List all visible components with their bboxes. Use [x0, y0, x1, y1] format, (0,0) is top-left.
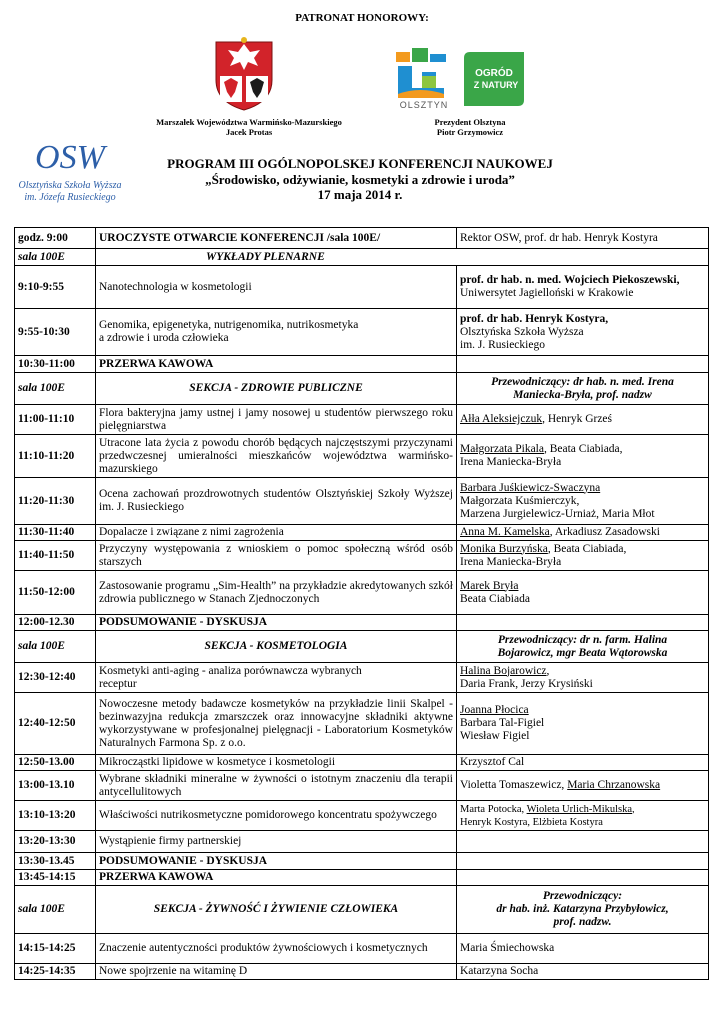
- speaker-cell: [457, 541, 709, 571]
- speaker-cell: [457, 266, 709, 309]
- table-row: [15, 831, 709, 853]
- table-row: [15, 478, 709, 525]
- table-row: [15, 525, 709, 541]
- talk-title-line: receptur: [99, 677, 137, 690]
- presenting-author: Maria Chrzanowska: [567, 779, 661, 791]
- co-authors: Henryk Kostyra, Elżbieta Kostyra: [460, 816, 603, 828]
- table-row: [15, 615, 709, 631]
- talk-title: Ocena zachowań prozdrowotnych studentów Olsztyńskiej Szkoły Wyższej im. J. Rusieckiego: [96, 478, 457, 525]
- speaker-cell: [457, 801, 709, 831]
- speaker-name: prof. dr hab. n. med. Wojciech Piekoszewski,: [460, 274, 680, 286]
- patron-mayor-title: Prezydent Olsztyna: [434, 117, 506, 127]
- talk-title-line: Genomika, epigenetyka, nutrigenomika, nutrikosmetyka: [99, 319, 359, 331]
- chair-line: Bojarowicz, mgr Beata Wątorowska: [497, 646, 668, 659]
- talk-title: Nanotechnologia w kosmetologii: [96, 266, 457, 309]
- speaker-cell: [457, 771, 709, 801]
- presenting-author: Anna M. Kamelska: [460, 526, 550, 538]
- patron-marshal: [118, 117, 380, 137]
- speaker-cell: [457, 405, 709, 435]
- voivodeship-coat-of-arms-icon: [210, 36, 278, 112]
- presenting-author: Małgorzata Pikala: [460, 443, 544, 455]
- talk-title: Utracone lata życia z powodu chorób będących najczęstszymi przyczynami przedwczesnej umieralności mieszkańców województwa warmińsko-mazurskiego: [96, 435, 457, 478]
- empty-cell: [457, 853, 709, 870]
- talk-title: Wystąpienie firmy partnerskiej: [96, 831, 457, 853]
- chair-line: Przewodniczący: dr hab. n. med. Irena: [491, 375, 674, 388]
- presenting-author: Ałła Aleksiejczuk: [460, 413, 543, 425]
- chair-line: dr hab. inż. Katarzyna Przybyłowicz,: [496, 903, 669, 915]
- speaker-cell: [457, 571, 709, 615]
- table-row: [15, 309, 709, 356]
- talk-title: Dopalacze i związane z nimi zagrożenia: [96, 525, 457, 541]
- table-row: [15, 870, 709, 886]
- patron-marshal-title: Marszałek Województwa Warmińsko-Mazurskiego: [156, 117, 342, 127]
- table-row: [15, 266, 709, 309]
- presenting-author: Joanna Płocica: [460, 704, 529, 716]
- co-authors: Marta Potocka,: [460, 803, 527, 815]
- table-row: [15, 405, 709, 435]
- ogrod-z-natury-logo-icon: [462, 50, 526, 108]
- session-title: UROCZYSTE OTWARCIE KONFERENCJI /sala 100E/: [96, 228, 457, 249]
- presenting-author: Barbara Juśkiewicz-Swaczyna: [460, 481, 601, 494]
- speaker-cell: Rektor OSW, prof. dr hab. Henryk Kostyra: [457, 228, 709, 249]
- speaker-cell: [457, 693, 709, 755]
- patron-marshal-name: Jacek Protas: [225, 127, 273, 137]
- olsztyn-city-logo-icon: [394, 44, 454, 110]
- talk-title: Mikrocząstki lipidowe w kosmetyce i kosmetologii: [96, 755, 457, 771]
- empty-cell: [457, 870, 709, 886]
- natury-logo-line2: Z NATURY: [473, 80, 519, 90]
- co-authors: Violetta Tomaszewicz,: [460, 779, 568, 791]
- time-cell: 14:25-14:35: [15, 964, 96, 980]
- natury-logo-line1: OGRÓD: [475, 68, 513, 79]
- co-authors: , Beata Ciabiada,: [547, 542, 627, 555]
- co-authors: Daria Frank, Jerzy Krysiński: [460, 677, 593, 690]
- time-cell: 11:10-11:20: [15, 435, 96, 478]
- co-authors: Barbara Tal-Figiel: [460, 717, 545, 729]
- presenting-author: Halina Bojarowicz: [460, 664, 547, 677]
- co-authors: Małgorzata Kuśmierczyk,: [460, 494, 580, 507]
- program-heading: [110, 156, 610, 203]
- venue-cell: sala 100E: [15, 886, 96, 934]
- osw-logo-mark: OSW: [35, 139, 105, 176]
- time-cell: 9:10-9:55: [15, 266, 96, 309]
- time-cell: 12:30-12:40: [15, 663, 96, 693]
- chair-line: Przewodniczący:: [542, 890, 623, 902]
- speaker-cell: [457, 663, 709, 693]
- section-title: SEKCJA - KOSMETOLOGIA: [96, 631, 457, 663]
- time-cell: 12:50-13.00: [15, 755, 96, 771]
- speaker-cell: [457, 309, 709, 356]
- empty-cell: [457, 615, 709, 631]
- chair-cell: [457, 631, 709, 663]
- table-row: [15, 801, 709, 831]
- conference-date: 17 maja 2014 r.: [317, 187, 403, 202]
- speaker-name: prof. dr hab. Henryk Kostyra,: [460, 312, 609, 325]
- talk-title-line: a zdrowie i uroda człowieka: [99, 332, 229, 344]
- section-title: SEKCJA - ŻYWNOŚĆ I ŻYWIENIE CZŁOWIEKA: [96, 886, 457, 934]
- break-title: PRZERWA KAWOWA: [96, 356, 457, 373]
- speaker-cell: [457, 435, 709, 478]
- talk-title: Nowoczesne metody badawcze kosmetyków na przykładzie linii Skalpel - bezinwazyjna redukcja zmarszczek oraz innowacyjne składniki aktywne wykorzystywane w profesjonalnej pielęgnacji - Laboratorium Kosmetyków Naturalnych Farmona Sp. z o.o.: [96, 693, 457, 755]
- table-row: [15, 541, 709, 571]
- table-row: [15, 373, 709, 405]
- venue-cell: sala 100E: [15, 373, 96, 405]
- co-authors: ,: [546, 664, 550, 677]
- time-cell: 13:30-13.45: [15, 853, 96, 870]
- program-title: PROGRAM III OGÓLNOPOLSKEJ KONFERENCJI NAUKOWEJ: [167, 156, 553, 171]
- speaker-cell: [457, 525, 709, 541]
- table-row: [15, 571, 709, 615]
- talk-title: Flora bakteryjna jamy ustnej i jamy nosowej u studentów pierwszego roku pielęgniarstwa: [96, 405, 457, 435]
- section-title: SEKCJA - ZDROWIE PUBLICZNE: [96, 373, 457, 405]
- talk-title: Nowe spojrzenie na witaminę D: [96, 964, 457, 980]
- program-table: [14, 227, 709, 980]
- talk-title: Znaczenie autentyczności produktów żywnościowych i kosmetycznych: [96, 934, 457, 964]
- section-title: WYKŁADY PLENARNE: [96, 249, 709, 266]
- table-row: [15, 693, 709, 755]
- talk-title: Wybrane składniki mineralne w żywności o istotnym znaczeniu dla terapii antycellulitowych: [96, 771, 457, 801]
- table-row: [15, 934, 709, 964]
- time-cell: 11:50-12:00: [15, 571, 96, 615]
- co-authors: Beata Ciabiada: [460, 592, 530, 605]
- venue-cell: sala 100E: [15, 631, 96, 663]
- co-authors: Marzena Jurgielewicz-Urniaż, Maria Młot: [460, 507, 655, 520]
- break-title: PRZERWA KAWOWA: [96, 870, 457, 886]
- patron-mayor: [400, 117, 540, 137]
- speaker-affiliation: Uniwersytet Jagielloński w Krakowie: [460, 287, 634, 299]
- chair-line: Przewodniczący: dr n. farm. Halina: [497, 633, 668, 646]
- empty-cell: [457, 831, 709, 853]
- co-authors: Irena Maniecka-Bryła: [460, 456, 562, 468]
- time-cell: 10:30-11:00: [15, 356, 96, 373]
- table-row: [15, 663, 709, 693]
- speaker-affiliation: Olsztyńska Szkoła Wyższa: [460, 325, 584, 338]
- co-authors: , Arkadiusz Zasadowski: [549, 526, 660, 538]
- time-cell: 9:55-10:30: [15, 309, 96, 356]
- chair-cell: [457, 373, 709, 405]
- conference-theme: „Środowisko, odżywianie, kosmetyki a zdrowie i uroda”: [205, 171, 515, 187]
- time-cell: 13:45-14:15: [15, 870, 96, 886]
- time-cell: 11:30-11:40: [15, 525, 96, 541]
- table-row: [15, 964, 709, 980]
- talk-title: [96, 663, 457, 693]
- table-row: [15, 755, 709, 771]
- osw-logo-line2: im. Józefa Rusieckiego: [24, 192, 116, 203]
- co-authors: , Henryk Grześ: [542, 413, 613, 425]
- osw-university-logo-icon: [18, 134, 122, 214]
- table-row: [15, 435, 709, 478]
- time-cell: 13:20-13:30: [15, 831, 96, 853]
- speaker-affiliation: im. J. Rusieckiego: [460, 338, 545, 351]
- talk-title: Zastosowanie programu „Sim-Health” na przykładzie akredytowanych szkół zdrowia publicznego w Stanach Zjednoczonych: [96, 571, 457, 615]
- co-authors: Wiesław Figiel: [460, 730, 530, 742]
- time-cell: 12:00-12.30: [15, 615, 96, 631]
- time-cell: 11:40-11:50: [15, 541, 96, 571]
- time-cell: 11:20-11:30: [15, 478, 96, 525]
- speaker-cell: Krzysztof Cal: [457, 755, 709, 771]
- chair-line: Maniecka-Bryła, prof. nadzw: [513, 388, 652, 401]
- table-row: [15, 249, 709, 266]
- osw-logo-line1: Olsztyńska Szkoła Wyższa: [18, 180, 122, 191]
- chair-cell: [457, 886, 709, 934]
- talk-title: Właściwości nutrikosmetyczne pomidorowego koncentratu spożywczego: [96, 801, 457, 831]
- empty-cell: [457, 356, 709, 373]
- talk-title-line: Kosmetyki anti-aging - analiza porównawcza wybranych: [99, 664, 362, 677]
- presenting-author: Wioleta Urlich-Mikulska: [526, 803, 633, 815]
- time-cell: 11:00-11:10: [15, 405, 96, 435]
- time-cell: 12:40-12:50: [15, 693, 96, 755]
- speaker-cell: Maria Śmiechowska: [457, 934, 709, 964]
- talk-title: Przyczyny występowania z wnioskiem o pomoc społeczną wśród osób starszych: [96, 541, 457, 571]
- chair-line: prof. nadzw.: [553, 916, 612, 928]
- table-row: [15, 886, 709, 934]
- co-authors: ,: [632, 803, 635, 815]
- presenting-author: Monika Burzyńska: [460, 542, 548, 555]
- time-cell: 13:00-13.10: [15, 771, 96, 801]
- discussion-title: PODSUMOWANIE - DYSKUSJA: [96, 615, 457, 631]
- patronage-label: PATRONAT HONOROWY:: [295, 12, 429, 24]
- table-row: [15, 631, 709, 663]
- speaker-cell: Katarzyna Socha: [457, 964, 709, 980]
- time-cell: 14:15-14:25: [15, 934, 96, 964]
- table-row: [15, 356, 709, 373]
- presenting-author: Marek Bryła: [460, 579, 519, 592]
- speaker-cell: [457, 478, 709, 525]
- time-cell: 13:10-13:20: [15, 801, 96, 831]
- venue-cell: sala 100E: [15, 249, 96, 266]
- discussion-title: PODSUMOWANIE - DYSKUSJA: [96, 853, 457, 870]
- talk-title: [96, 309, 457, 356]
- co-authors: Irena Maniecka-Bryła: [460, 555, 562, 568]
- time-cell: godz. 9:00: [15, 228, 96, 249]
- table-row: [15, 853, 709, 870]
- co-authors: , Beata Ciabiada,: [543, 443, 623, 455]
- table-row: [15, 771, 709, 801]
- table-row: [15, 228, 709, 249]
- patron-mayor-name: Piotr Grzymowicz: [436, 127, 504, 137]
- olsztyn-logo-text: OLSZTYN: [399, 100, 449, 110]
